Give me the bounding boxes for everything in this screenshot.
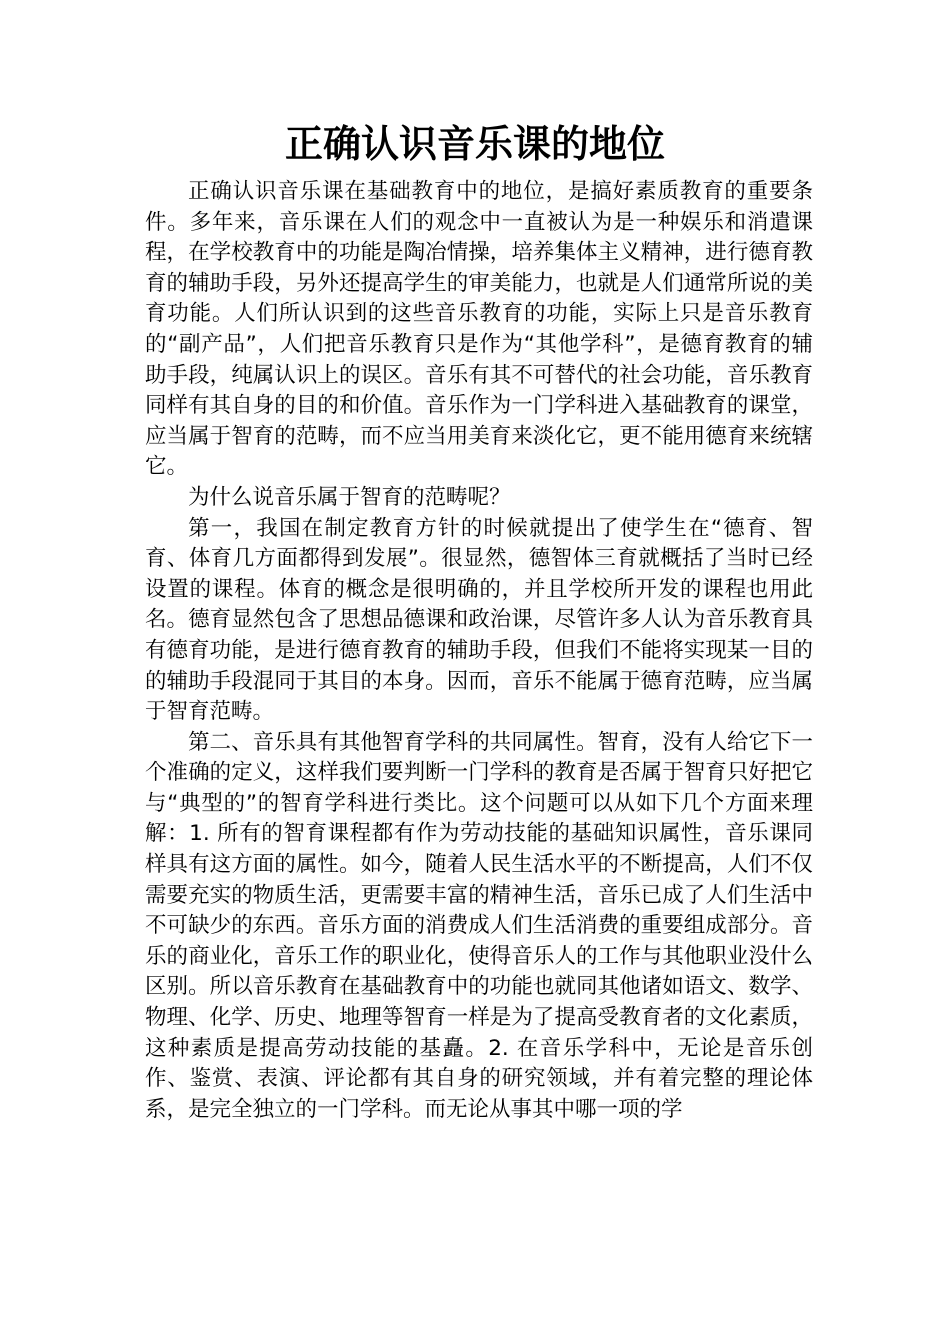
paragraph-first-point: 第一，我国在制定教育方针的时候就提出了使学生在“德育、智育、体育几方面都得到发展”。很显然，德智体三育就概括了当时已经设置的课程。体育的概念是很明确的，并且学校所开发的课程也用此名。德育显然包含了思想品德课和政治课，尽管许多人认为音乐教育具有德育功能，是进行德育教育的辅助手段，但我们不能将实现某一目的的辅助手段混同于其目的本身。因而，音乐不能属于德育范畴，应当属于智育范畴。 (145, 515, 813, 725)
document-body (145, 177, 813, 1125)
paragraph-second-point: 第二、音乐具有其他智育学科的共同属性。智育，没有人给它下一个准确的定义，这样我们要判断一门学科的教育是否属于智育只好把它与“典型的”的智育学科进行类比。这个问题可以从如下几个方面来理解：1. 所有的智育课程都有作为劳动技能的基础知识属性，音乐课同样具有这方面的属性。如今，随着人民生活水平的不断提高，人们不仅需要充实的物质生活，更需要丰富的精神生活，音乐已成了人们生活中不可缺少的东西。音乐方面的消费成人们生活消费的重要组成部分。音乐的商业化，音乐工作的职业化，使得音乐人的工作与其他职业没什么区别。所以音乐教育在基础教育中的功能也就同其他诸如语文、数学、物理、化学、历史、地理等智育一样是为了提高受教育者的文化素质，这种素质是提高劳动技能的基矗。2. 在音乐学科中，无论是音乐创作、鉴赏、表演、评论都有其自身的研究领域，并有着完整的理论体系，是完全独立的一门学科。而无论从事其中哪一项的学 (145, 729, 813, 1122)
paragraph-intro: 正确认识音乐课在基础教育中的地位，是搞好素质教育的重要条件。多年来，音乐课在人们的观念中一直被认为是一种娱乐和消遣课程，在学校教育中的功能是陶冶情操，培养集体主义精神，进行德育教育的辅助手段，另外还提高学生的审美能力，也就是人们通常所说的美育功能。人们所认识到的这些音乐教育的功能，实际上只是音乐教育的“副产品”，人们把音乐教育只是作为“其他学科”，是德育教育的辅助手段，纯属认识上的误区。音乐有其不可替代的社会功能，音乐教育同样有其自身的目的和价值。音乐作为一门学科进入基础教育的课堂，应当属于智育的范畴，而不应当用美育来淡化它，更不能用德育来统辖它。 (145, 179, 813, 480)
document-title: 正确认识音乐课的地位 (284, 121, 665, 166)
paragraph-question: 为什么说音乐属于智育的范畴呢？ (188, 484, 511, 510)
